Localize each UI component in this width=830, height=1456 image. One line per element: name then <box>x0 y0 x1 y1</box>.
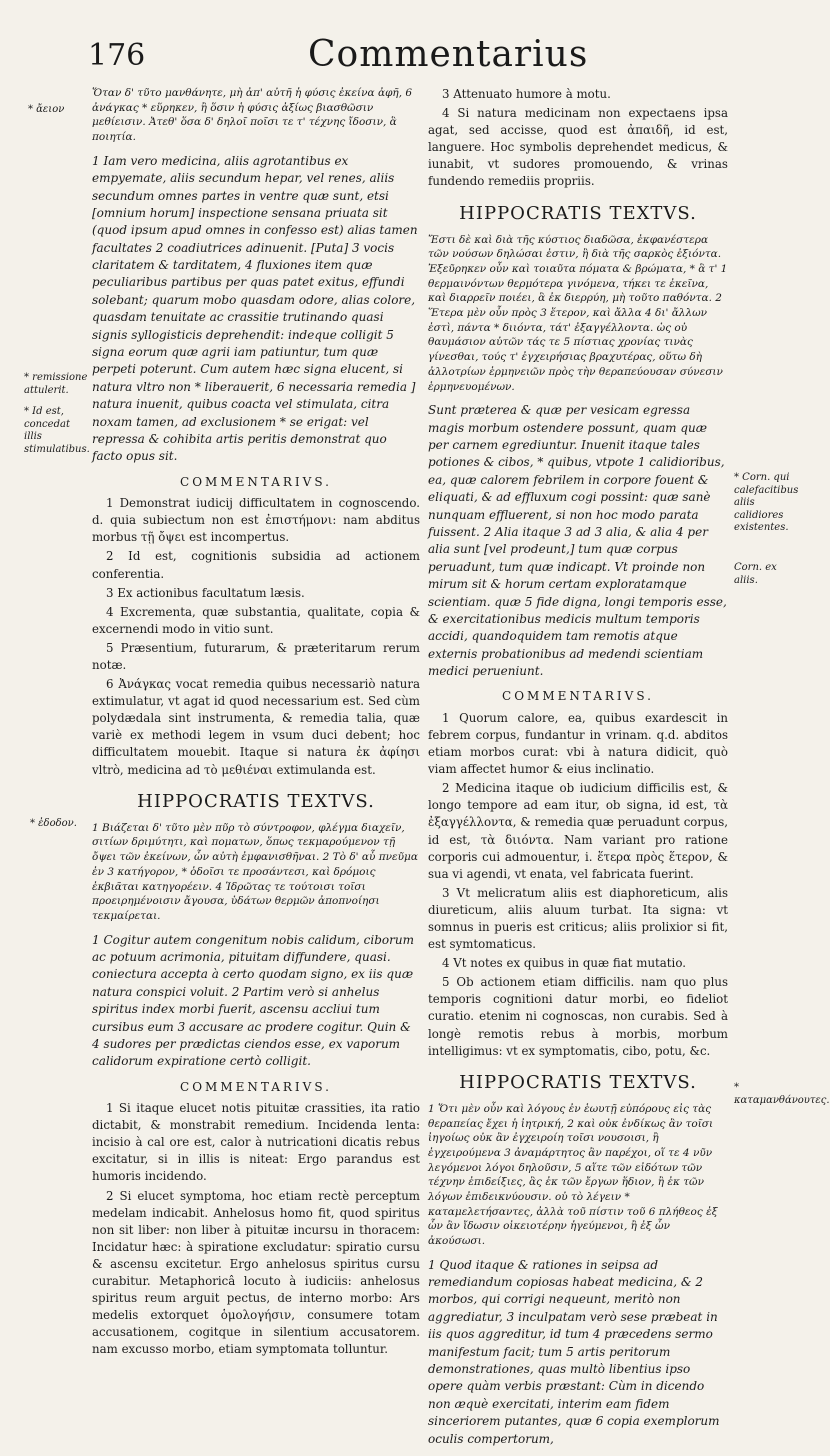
commentary-note: 3 Ex actionibus facultatum læsis. <box>106 585 305 600</box>
section-heading: HIPPOCRATIS TEXTVS. <box>137 790 375 812</box>
margin-note-right-1: * Corn. qui calefacitibus aliis calidiores existentes. <box>734 472 799 533</box>
commentary-3 <box>428 710 728 1060</box>
commentary-note: 4 Vt notes ex quibus in quæ fiat mutatio. <box>442 956 686 971</box>
commentary-continued <box>428 86 728 191</box>
left-column <box>92 86 420 1361</box>
latin-text-3: Sunt præterea & quæ per vesicam egressa magis morbum ostendere possunt, quam quæ per carnem egrediuntur. Inuenit itaque tales potiones & cibos, * quibus, vtpote 1 calidioribus, ea, quæ calorem febrilem in corpore fouent & eliquati, & ad effluxum cogi possint: quæ sanè nunquam effluerent, si non hoc modo parata fuissent. 2 Alia itaque 3 ad 3 alia, & alia 4 per alia sunt [vel prodeunt,] tum quæ corpus peruadunt, tum quæ indicapt. Vt proinde non mirum sit & horum certam exploratamque scientiam. quæ 5 fide digna, longi temporis esse, & exercitationibus medicis multum temporis accidi, quandoquidem tam remotis atque externis probationibus ad medendi scientiam medici perueniunt. <box>428 403 727 679</box>
commentary-note: 1 Quorum calore, ea, quibus exardescit in febrem corpus, fundantur in vrinam. q.d. abditos etiam morbos curat: vbi à natura didicit, quò viam affectet humor & eius inclinatio. <box>428 710 728 777</box>
margin-note-left-2: * remissione attulerit. <box>24 372 88 396</box>
commentary-note: 4 Excrementa, quæ substantia, qualitate, copia & excernendi modo in vitio sunt. <box>92 604 420 636</box>
latin-text-2: 1 Cogitur autem congenitum nobis calidum, ciborum ac potuum acrimonia, pituitam diffundere, quasi. coniectura accepta à certo quodam signo, ex iis quæ natura conspici voluit. 2 Partim verò si anhelus spiritus index morbi fuerit, ascensu accliui tum cursibus eum 3 accusare ac prodere cogitur. Quin & 4 sudores per prædictas ciendos esse, ex vaporum calidorum expiratione certò colligit. <box>92 932 414 1069</box>
greek-text-3: Ἔστι δὲ καὶ διὰ τῆς κύστιος διαδῶσα, ἐκφανέστερα τῶν νούσων δηλώσαι ἐστιν, ἢ διὰ τῆς σαρκὸς ἐξιόντα. Ἐξεῦρηκεν οὖν καὶ τοιαῦτα πόματα & βρώματα, * ἃ τ' 1 θερμαινόντων θερμότερα γινόμενα, τήκει τε ἐκεῖνα, καὶ διαρρεῖν ποιέει, ἃ ἐκ διερρύη, μὴ τοῦτο παθόντα. 2 Ἕτερα μὲν οὖν πρὸς 3 ἕτερον, καὶ ἄλλα 4 δι' ἄλλων ἐστὶ, πάντα * διιόντα, τάτ' ἐξαγγέλλοντα. ὡς οὐ θαυμάσιον αὐτῶν τάς τε 5 πίστιας χρονίας τινὰς γίνεσθαι, τούς τ' ἐγχειρήσιας βραχυτέρας, οὕτω δὴ ἀλλοτρίων ἑρμηνειῶν πρὸς τὴν θεραπεύουσαν σύνεσιν ἑρμηνευομένων. <box>428 233 728 393</box>
greek-text-4: 1 Ὅτι μὲν οὖν καὶ λόγους ἐν ἑωυτῇ εὐπόρους εἰς τὰς θεραπείας ἔχει ἡ ἰητρική, 2 καὶ οὐκ ἐνδίκως ἂν τοῖσι ἰηγοίως οὐκ ἂν ἐγχειροίη τοῖσι νουσοισι, ἢ ἐγχειρούμενα 3 ἀναμάρτητος ἂν παρέχοι, οἵ τε 4 νῦν λεγόμενοι λόγοι δηλοῦσιν, 5 αἵτε τῶν εἰδότων τῶν τέχνην ἐπιδείξιες, ἃς ἐκ τῶν ἔργων ἥδιον, ἢ ἐκ τῶν λόγων ἐπιδεικνύουσιν. οὐ τὸ λέγειν * καταμελετήσαντες, ἀλλὰ τοῦ πίστιν τοῦ 6 πλήθεος ἐξ ὧν ἂν ἴδωσιν οἰκειοτέρην ἡγεύμενοι, ἢ ἐξ ὧν ἀκούσωσι. <box>428 1102 718 1248</box>
margin-note-right-2: Corn. ex aliis. <box>734 562 777 586</box>
section-heading: HIPPOCRATIS TEXTVS. <box>459 202 697 224</box>
latin-text-1: 1 Iam vero medicina, aliis agrotantibus ex empyemate, aliis secundum hepar, vel renes, aliis secundum omnes partes in ventre quæ sunt, etsi [omnium horum] inspectione sensana priuata sit (quod ipsum apud omnes in confesso est) alias tamen facultates 2 coadiutrices adinuenit. [Puta] 3 vocis claritatem & tarditatem, 4 fluxiones item quæ peculiaribus partibus per quas patet exitus, effundi solebant; quarum mobo quasdam odore, alias colore, quasdam tenuitate ac crassitie trutinando quasi signis syllogisticis deprehendit: indeque colligit 5 signa eorum quæ agrii iam patiuntur, tum quæ perpeti poterunt. Cum autem hæc signa elucent, si natura vltro non * liberauerit, 6 necessaria remedia ] natura inuenit, quibus coacta vel stimulata, citra noxam tamen, ad exclusionem * se erigat: vel repressa & cohibita artis peritis demonstrat quo facto opus sit. <box>92 153 418 464</box>
commentary-note: 5 Præsentium, futurarum, & præteritarum rerum notæ. <box>92 640 420 673</box>
commentary-note: 2 Si elucet symptoma, hoc etiam rectè perceptum medelam indicabit. Anhelosus homo fit, quod spiritus non sit liber: non liber à pituitæ incursu in thoracem: Incidatur hæc: à spiratione excludatur: spiratio cursu & ascensu excitetur. Ergo anhelosus spiritus cursu curabitur. Metaphoricâ locuto à iudiciis: anhelosus spiritus reum arguit pectus, de interno morbo: Ars medelis extorquet ὁμολογήσιν, consumere totam accusationem, cogitque in silentium accusatorem. nam excusso morbo, etiam symptomata tolluntur. <box>92 1188 420 1357</box>
commentary-heading: COMMENTARIVS. <box>180 1079 332 1094</box>
commentary-note: 3 Vt melicratum aliis est diaphoreticum, alis diureticum, aliis aluum turbat. Ita signa: vt somnus in pueris est criticus; aliis prolixior si fit, est symtomaticus. <box>428 885 728 952</box>
margin-note-right-3: * καταμανθάνουτες. <box>734 1082 830 1106</box>
commentary-heading: COMMENTARIVS. <box>502 689 654 704</box>
latin-text-4: 1 Quod itaque & rationes in seipsa ad remediandum copiosas habeat medicina, & 2 morbos, qui corrigi nequeunt, meritò non aggrediatur, 3 inculpatam verò sese præbeat in iis quos aggreditur, id tum 4 præcedens sermo manifestum facit; tum 5 artis peritorum demonstrationes, quas multò libentius ipso opere quàm verbis præstant: Cùm in dicendo non æquè exercitati, interim eam fidem sinceriorem putantes, quæ 6 copia exemplorum oculis compertorum, <box>428 1257 720 1446</box>
commentary-note: 6 Ἀνάγκας vocat remedia quibus necessariò natura extimulatur, vt agat id quod necessarium est. Sed cùm polydædala sint instrumenta, & remedia talia, quæ variè ex methodi legem in vsum duci debent; hoc difficultatem mouebit. Itaque si natura ἐκ ἀφίησι vltrò, medicina ad τὸ μεθιέναι extimulanda est. <box>92 677 420 777</box>
margin-note-left-4: * ἐδοδον. <box>30 818 77 829</box>
commentary-note: 1 Demonstrat iudicij difficultatem in cognoscendo. d. quia subiectum non est ἐπιστήμονι: nam abditus morbus τῇ ὄψει est incompertus. <box>92 496 420 545</box>
commentary-note: 1 Si itaque elucet notis pituitæ crassities, ita ratio dictabit, & monstrabit remedium. Incidenda lenta: incisio à cal ore est, calor à nutricationi dicatis rebus excitatur, si in illis is niteat: Ergo parandus est humoris incidendo. <box>92 1101 420 1184</box>
greek-text-2: 1 Βιάζεται δ' τῦτο μὲν πῦρ τὸ σύντροφον, φλέγμα διαχεῖν, σιτίων δριμύτητι, καὶ ποματων, ὅπως τεκμαρούμενον τῇ ὄψει τῶν ἐκείνων, ὧν αὐτὴ ἐμφανισθῆναι. 2 Τὸ δ' αὖ πνεῦμα ἐν 3 κατήγορον, * ὁδοῖσι τε προσάντεσι, καὶ δρόμοις ἐκβιᾶται κατηγορέειν. 4 Ἱδρῶτας τε τούτοισι τοῖσι προειρημένοισιν ἄγουσα, ὑδάτων θερμῶν ἀποπνοίησι τεκμαίρεται. <box>92 821 418 922</box>
commentary-note: 2 Medicina itaque ob iudicium difficilis est, & longo tempore ad eam itur, ob signa, id est, τὰ ἐξαγγέλλοντα, & remedia quæ peruadunt corpus, id est, τὰ διιόντα. Nam variant pro ratione corporis cui admouentur, i. ἕτερα πρὸς ἕτερον, & sua vi agendi, vt enata, vel fabricata fuerint. <box>428 781 728 881</box>
page-number: 176 <box>88 38 146 73</box>
commentary-note: 2 Id est, cognitionis subsidia ad actionem conferentia. <box>92 549 420 581</box>
margin-note-left-3: * Id est, concedat illis stimulatibus. <box>24 406 90 455</box>
running-title: Commentarius <box>308 34 589 75</box>
commentary-note: 3 Attenuato humore à motu. <box>442 87 611 101</box>
greek-intro: Ὅταν δ' τῦτο μανθάνητε, μὴ ἀπ' αὐτῆ ἡ φύσις ἐκείνα ἀφῆ, 6 ἀνάγκας * εὕρηκεν, ἢ ὅσιν ἡ φύσις ἀξίως βιασθῶσιν μεθίεισιν. Ἀτεθ' ὅσα δ' δηλοῖ ποῖσι τε τ' τέχνης ἴδοσιν, ἃ ποιητία. <box>92 87 413 144</box>
commentary-2 <box>92 1100 420 1358</box>
commentary-1 <box>92 495 420 779</box>
commentary-heading: COMMENTARIVS. <box>180 474 332 489</box>
right-column <box>428 86 728 1456</box>
section-heading: HIPPOCRATIS TEXTVS. <box>459 1071 697 1093</box>
commentary-note: 4 Si natura medicinam non expectaens ipsa agat, sed accisse, quod est ἀπαιδῆ, id est, languere. Hoc symbolis deprehendet medicus, & iunabit, vt sudores promouendo, & vrinas fundendo remediis propriis. <box>428 106 728 189</box>
margin-note-left-1: * ἄειον <box>28 104 65 115</box>
commentary-note: 5 Ob actionem etiam difficilis. nam quo plus temporis cognitioni datur morbi, eo fideliot curatio. etenim ni cognoscas, non curabis. Sed à longè remotis rebus à morbis, morbum intelligimus: vt ex symptomatis, cibo, potu, &c. <box>428 975 728 1058</box>
